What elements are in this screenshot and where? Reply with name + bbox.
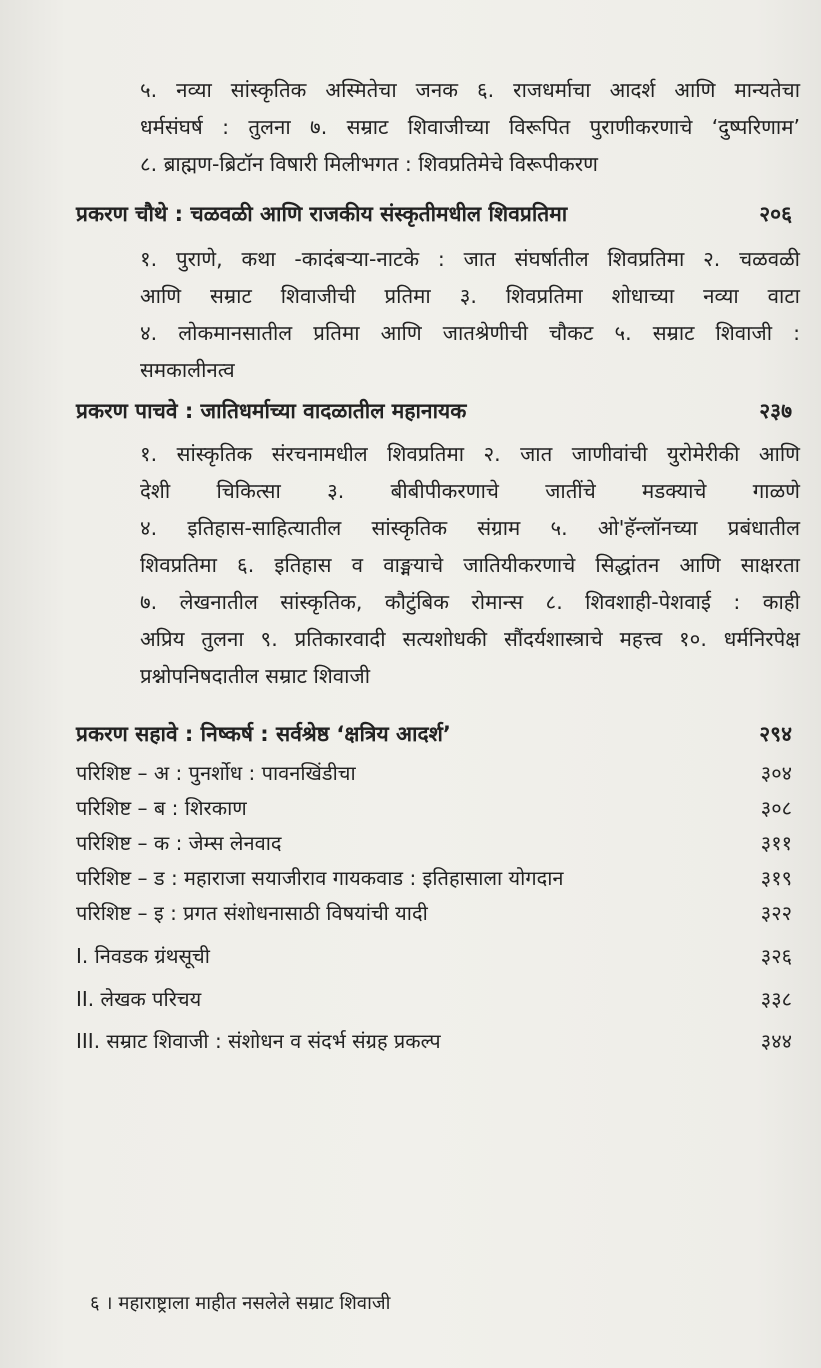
description-line: आणि सम्राट शिवाजीची प्रतिमा ३. शिवप्रतिमा शोधाच्या नव्या वाटा [140, 284, 800, 308]
description-line: समकालीनत्व [140, 358, 235, 382]
page-number: ३०४ [760, 761, 792, 785]
page-number: ३११ [760, 831, 792, 855]
back-matter-title: II. लेखक परिचय [76, 987, 202, 1011]
description-line: ७. लेखनातील सांस्कृतिक, कौटुंबिक रोमान्स ८. शिवशाही-पेशवाई : काही [140, 590, 800, 614]
description-line: देशी चिकित्सा ३. बीबीपीकरणाचे जातींचे मडक्याचे गाळणे [140, 479, 800, 503]
chapter-4-heading [76, 196, 792, 232]
appendix-title: परिशिष्ट – क : जेम्स लेनवाद [76, 831, 282, 855]
chapter-3-description [140, 72, 800, 183]
back-matter-row [76, 940, 792, 972]
page-number: २०६ [759, 202, 792, 226]
appendix-title: परिशिष्ट – ब : शिरकाण [76, 796, 247, 820]
back-matter-row [76, 983, 792, 1015]
appendix-row [76, 827, 792, 859]
page-number: ३१९ [760, 866, 792, 890]
description-line: शिवप्रतिमा ६. इतिहास व वाङ्मयाचे जातियीकरणाचे सिद्धांतन आणि साक्षरता [140, 553, 800, 577]
back-matter-row [76, 1025, 792, 1057]
description-line: १. सांस्कृतिक संरचनामधील शिवप्रतिमा २. जात जाणीवांची युरोमेरीकी आणि [140, 442, 800, 466]
description-line: धर्मसंघर्ष : तुलना ७. सम्राट शिवाजीच्या विरूपित पुराणीकरणाचे ‘दुष्परिणाम’ [140, 115, 800, 139]
appendix-title: परिशिष्ट – ड : महाराजा सयाजीराव गायकवाड : इतिहासाला योगदान [76, 866, 564, 890]
back-matter-title: III. सम्राट शिवाजी : संशोधन व संदर्भ संग्रह प्रकल्प [76, 1029, 441, 1053]
page-number: ३२२ [760, 901, 792, 925]
description-line: अप्रिय तुलना ९. प्रतिकारवादी सत्यशोधकी सौंदर्यशास्त्राचे महत्त्व १०. धर्मनिरपेक्ष [140, 627, 800, 651]
appendix-title: परिशिष्ट – अ : पुनर्शोध : पावनखिंडीचा [76, 761, 356, 785]
description-line: प्रश्नोपनिषदातील सम्राट शिवाजी [140, 664, 371, 688]
description-line: ८. ब्राह्मण-ब्रिटॉन विषारी मिलीभगत : शिवप्रतिमेचे विरूपीकरण [140, 152, 598, 176]
description-line: ५. नव्या सांस्कृतिक अस्मितेचा जनक ६. राजधर्माचा आदर्श आणि मान्यतेचा [140, 78, 800, 102]
appendix-row [76, 757, 792, 789]
appendix-title: परिशिष्ट – इ : प्रगत संशोधनासाठी विषयांची यादी [76, 901, 428, 925]
chapter-6-heading [76, 716, 792, 752]
back-matter-title: I. निवडक ग्रंथसूची [76, 944, 210, 968]
description-line: १. पुराणे, कथा -कादंबऱ्या-नाटके : जात संघर्षातील शिवप्रतिमा २. चळवळी [140, 247, 800, 271]
chapter-title: प्रकरण पाचवे : जातिधर्माच्या वादळातील महानायक [76, 399, 467, 423]
appendix-row [76, 792, 792, 824]
appendix-row [76, 897, 792, 929]
chapter-title: प्रकरण सहावे : निष्कर्ष : सर्वश्रेष्ठ ‘क्षत्रिय आदर्श’ [76, 722, 451, 746]
page-number: २९४ [759, 722, 792, 746]
page-number: ३२६ [760, 944, 792, 968]
chapter-5-description [140, 436, 800, 695]
appendix-row [76, 862, 792, 894]
description-line: ४. लोकमानसातील प्रतिमा आणि जातश्रेणीची चौकट ५. सम्राट शिवाजी : [140, 321, 800, 345]
page-number: २३७ [759, 399, 792, 423]
page-footer: ६ । महाराष्ट्राला माहीत नसलेले सम्राट शिवाजी [90, 1293, 391, 1314]
page-number: ३४४ [760, 1029, 792, 1053]
chapter-4-description [140, 241, 800, 389]
page-number: ३३८ [760, 987, 792, 1011]
description-line: ४. इतिहास-साहित्यातील सांस्कृतिक संग्राम ५. ओ'हॅन्लॉनच्या प्रबंधातील [140, 516, 800, 540]
chapter-title: प्रकरण चौथे : चळवळी आणि राजकीय संस्कृतीमधील शिवप्रतिमा [76, 202, 568, 226]
page-number: ३०८ [760, 796, 792, 820]
chapter-5-heading [76, 393, 792, 429]
